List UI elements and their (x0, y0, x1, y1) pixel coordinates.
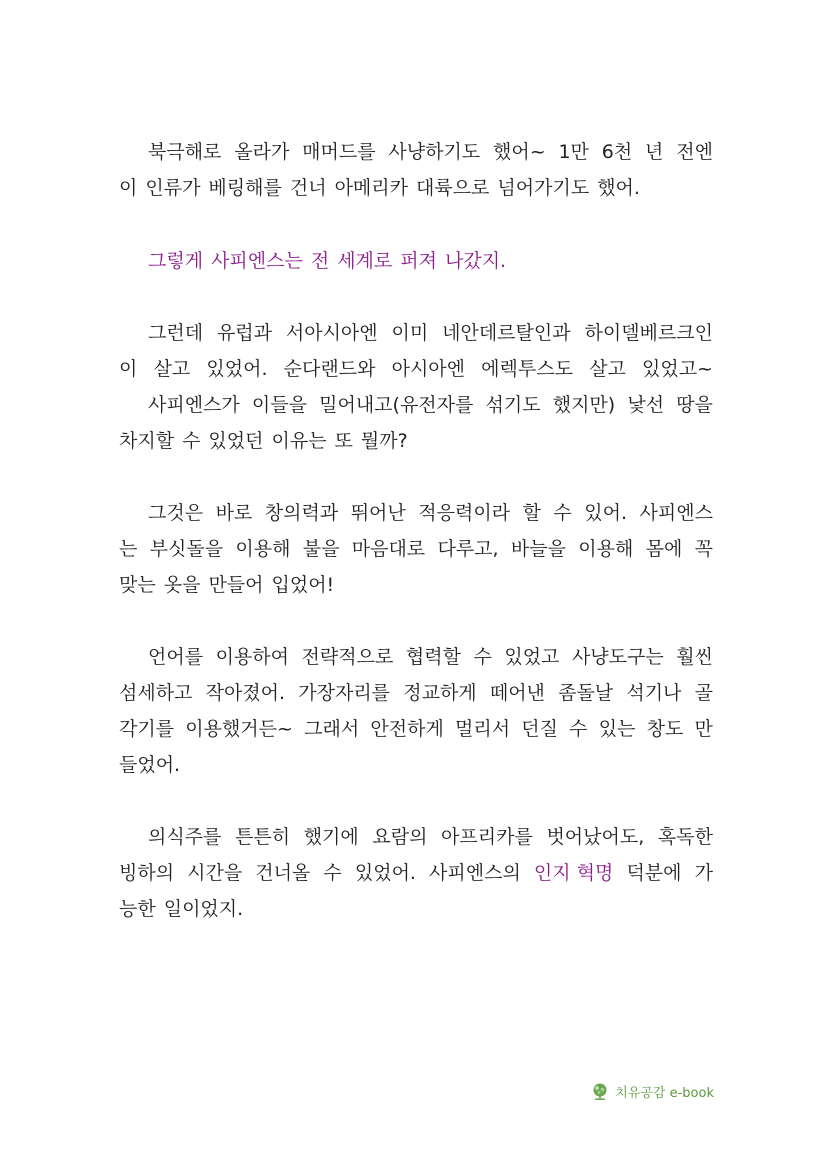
word: 옷을 (163, 574, 201, 596)
word: 안전하게 (370, 718, 444, 740)
word: 1만 (558, 141, 589, 163)
word: 협력할 (405, 646, 461, 668)
word: 가 (694, 862, 713, 884)
word: 땅을 (676, 394, 713, 416)
word: 수 (473, 646, 492, 668)
word: 인류가 (145, 177, 201, 199)
text-line (148, 137, 713, 167)
word: 전략적으로 (301, 646, 394, 668)
word: 만 (694, 718, 713, 740)
word: 훨씬 (676, 646, 713, 668)
word: 떼어낸 (489, 682, 545, 704)
text-line (119, 714, 713, 744)
word: 빙하의 (119, 862, 175, 884)
word: 올라가 (234, 141, 290, 163)
text-line (119, 534, 713, 564)
word: 북극해로 (148, 141, 222, 163)
word: 이 (119, 358, 138, 380)
highlighted-sentence (148, 246, 713, 276)
text-line (148, 822, 713, 852)
text-line (119, 426, 713, 456)
word: 있었어. (354, 862, 416, 884)
word: 만들어 (208, 574, 264, 596)
text-line (148, 318, 713, 348)
word: 또 (334, 430, 353, 452)
word: 창도 (646, 718, 684, 740)
highlighted-term: 인지 혁명 (533, 862, 614, 884)
word: 아메리카 (334, 177, 408, 199)
word: 살고 (589, 358, 626, 380)
word: 순다랜드와 (283, 358, 376, 380)
word: 입었어! (271, 574, 335, 596)
word: 능한 (119, 898, 156, 920)
word: 이들을 (251, 394, 307, 416)
word: 퍼져 (400, 250, 437, 272)
ebook-brand (591, 1082, 714, 1101)
word: 그것은 (148, 502, 204, 524)
word: 있었고~ (641, 358, 713, 380)
word: 사피엔스가 (148, 394, 240, 416)
word: 이 (119, 177, 138, 199)
word: 건너 (289, 177, 327, 199)
word: 마음대로 (351, 538, 426, 560)
text-line (148, 498, 713, 528)
text-line (119, 750, 713, 780)
word: 수 (569, 718, 588, 740)
word: 사피엔스 (639, 502, 713, 524)
word: 했기에 (303, 826, 359, 848)
word: 뭘까? (360, 430, 408, 452)
word: 나갔지. (444, 250, 507, 272)
text-line (148, 390, 713, 420)
text-line (119, 678, 713, 708)
word: 는 (119, 538, 138, 560)
word: 꼭 (694, 538, 713, 560)
word: 수 (323, 862, 342, 884)
word: 덕분에 (626, 862, 682, 884)
word: 이유는 (271, 430, 327, 452)
word: 건너올 (255, 862, 311, 884)
word: 낯선 (627, 394, 665, 416)
text-line (119, 354, 713, 384)
word: 있는 (598, 718, 636, 740)
word: 바로 (215, 502, 253, 524)
word: 정교하게 (403, 682, 477, 704)
word: 튼튼히 (235, 826, 291, 848)
word: 시간을 (187, 862, 243, 884)
word: 전엔 (676, 141, 713, 163)
word: 있었던 (208, 430, 264, 452)
word: 아프리카를 (441, 826, 533, 848)
word: 바늘을 (510, 538, 566, 560)
word: 적응력이라 (418, 502, 511, 524)
tree-emblem-icon (591, 1083, 609, 1101)
word: 있어. (584, 502, 628, 524)
word: 사냥도구는 (571, 646, 664, 668)
word: 했어~ (493, 141, 546, 163)
word: 일이었지. (163, 898, 244, 920)
word: 던질 (521, 718, 558, 740)
word: 요람의 (372, 826, 428, 848)
word: 벗어났어도, (546, 826, 645, 848)
word: 베링해를 (208, 177, 282, 199)
word: 다루고, (437, 538, 499, 560)
word: 했지만) (552, 394, 616, 416)
word: 작아졌어. (205, 682, 286, 704)
word: 세계로 (337, 250, 393, 272)
word: 전 (310, 250, 330, 272)
text-line (148, 642, 713, 672)
word: 석기나 (626, 682, 682, 704)
word: 했어. (597, 177, 640, 199)
word: 밀어내고(유전자를 (319, 394, 474, 416)
word: 언어를 (148, 646, 204, 668)
text-line (119, 858, 713, 888)
word: 각기를 (119, 718, 175, 740)
text-line (119, 894, 713, 924)
word: 섞기도 (485, 394, 541, 416)
word: 가장자리를 (298, 682, 391, 704)
word: 에렉투스도 (481, 358, 573, 380)
word: 뛰어난 (350, 502, 406, 524)
word: 네안데르탈인과 (442, 322, 571, 344)
word: 수 (553, 502, 572, 524)
word: 년 (645, 141, 664, 163)
word: 유럽과 (216, 322, 272, 344)
word: 혹독한 (657, 826, 713, 848)
word: 수 (182, 430, 201, 452)
word: 차지할 (119, 430, 175, 452)
word: 사피엔스는 (211, 250, 303, 272)
word: 좀돌날 (558, 682, 614, 704)
word: 6천 (601, 141, 633, 163)
word: 이용했거든~ (185, 718, 293, 740)
brand-text: 치유공감 e-book (615, 1086, 714, 1101)
word: 이용해 (578, 538, 634, 560)
word: 멀리서 (455, 718, 511, 740)
word: 골 (694, 682, 713, 704)
word: 섬세하고 (119, 682, 193, 704)
word: 있었고 (504, 646, 560, 668)
word: 창의력과 (264, 502, 339, 524)
text-line (119, 570, 713, 600)
word: 이미 (391, 322, 429, 344)
word: 몸에 (645, 538, 683, 560)
word: 있었어. (206, 358, 268, 380)
word: 대륙으로 (415, 177, 490, 199)
word: 하이델베르크인 (584, 322, 713, 344)
word: 할 (522, 502, 541, 524)
word: 사냥하기도 (388, 141, 481, 163)
word: 그렇게 (148, 250, 204, 272)
word: 아시아엔 (391, 358, 466, 380)
word: 부싯돌을 (149, 538, 224, 560)
word: 그런데 (148, 322, 204, 344)
word: 그래서 (304, 718, 360, 740)
word: 서아시아엔 (285, 322, 378, 344)
word: 넘어가기도 (497, 177, 590, 199)
word: 들었어. (119, 754, 181, 776)
word: 살고 (153, 358, 191, 380)
text-line (119, 173, 713, 203)
word: 맞는 (119, 574, 156, 596)
word: 사피엔스의 (429, 862, 521, 884)
word: 이용하여 (215, 646, 290, 668)
word: 이용해 (235, 538, 291, 560)
word: 매머드를 (302, 141, 376, 163)
word: 의식주를 (148, 826, 222, 848)
word: 불을 (302, 538, 340, 560)
